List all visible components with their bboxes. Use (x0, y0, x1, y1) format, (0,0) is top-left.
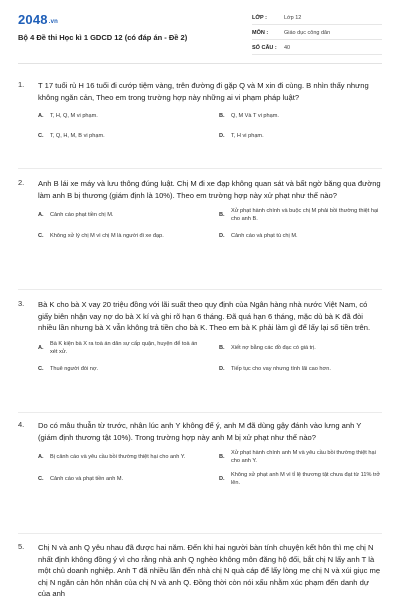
option-letter: C. (38, 133, 44, 139)
option-letter: D. (219, 233, 225, 239)
option-letter: C. (38, 233, 44, 239)
exam-header (0, 0, 400, 62)
question-text: Do có mâu thuẫn từ trước, nhân lúc anh Y không để ý, anh M đã dùng gậy đánh vào lưng anh Y (giám định thương tật 10%). Trong trường hợp này anh M bị xử phạt như thế nào? (38, 421, 362, 442)
question-text: Chị N và anh Q yêu nhau đã được hai năm. Đến khi hai người bàn tính chuyện kết hôn thì mẹ chị N nhất định không đồng ý vì cho rằng nhà anh Q nghèo không môn đăng hộ đối, bắt chị N lấy anh T là một chủ doanh nghiệp. Anh T đã nhiều lần đến nhà chị N quà cáp để lấy lòng mẹ chị N và xúi giục mẹ chị N ngăn cản hôn nhân của chị N và anh Q. Đồng thời còn nói xấu nhằm xúc phạm đến danh dự của anh (38, 543, 381, 598)
option-letter: B. (219, 113, 225, 119)
question-5 (18, 542, 382, 600)
option-text: Cảnh cáo và phạt tù chị M. (231, 233, 298, 239)
option-b[interactable] (219, 207, 382, 223)
question-number: 5. (18, 542, 25, 551)
question-separator (18, 412, 382, 413)
option-letter: A. (38, 212, 44, 218)
option-letter: D. (219, 133, 225, 139)
option-letter: B. (219, 212, 225, 218)
option-letter: A. (38, 113, 44, 119)
option-c[interactable] (38, 229, 201, 243)
meta-value: 40 (284, 45, 291, 51)
question-1 (18, 80, 382, 143)
option-text: Cảnh cáo phạt tiền chị M. (50, 212, 114, 218)
question-number: 3. (18, 299, 25, 308)
option-text: Thuê người đòi nợ. (50, 365, 99, 372)
option-letter: D. (219, 365, 225, 372)
question-separator (18, 289, 382, 290)
logo-suffix: .vn (48, 19, 59, 25)
option-c[interactable] (38, 362, 201, 376)
option-letter: A. (38, 454, 44, 460)
question-text: Anh B lái xe máy và lưu thông đúng luật. Chị M đi xe đạp không quan sát và bất ngờ băng qua đường làm anh B bị thương (giám định là 10%). Theo em trường hợp này xử phạt như thế nào? (38, 179, 381, 200)
option-text: Cảnh cáo và phạt tiền anh M. (50, 476, 124, 482)
option-a[interactable] (38, 340, 201, 356)
question-4 (18, 420, 382, 487)
question-separator (18, 168, 382, 169)
options (38, 340, 382, 376)
option-text: Bà K kiện bà X ra toà án dân sự cấp quận, huyện để toà án xét xử. (50, 340, 198, 355)
option-letter: C. (38, 476, 44, 482)
option-letter: A. (38, 344, 44, 351)
meta-label: LỚP : (252, 15, 267, 21)
meta-value: Giáo dục công dân (284, 30, 331, 36)
option-letter: C. (38, 365, 44, 372)
option-text: Xử phạt hành chính anh M và yêu cầu bồi thường thiệt hại cho anh Y. (231, 450, 376, 464)
options (38, 109, 382, 143)
option-letter: D. (219, 476, 225, 482)
meta-label: SỐ CÂU : (252, 45, 277, 51)
option-a[interactable] (38, 449, 201, 465)
option-b[interactable] (219, 109, 382, 123)
option-text: Bị cảnh cáo và yêu cầu bồi thường thiệt hại cho anh Y. (50, 454, 186, 460)
option-a[interactable] (38, 207, 201, 223)
question-number: 2. (18, 178, 25, 187)
option-d[interactable] (219, 229, 382, 243)
option-text: Q, M Và T vi phạm. (231, 113, 279, 119)
options (38, 449, 382, 487)
meta-row-question-count (252, 42, 382, 55)
question-separator (18, 533, 382, 534)
meta-row-class (252, 12, 382, 25)
meta-row-subject (252, 27, 382, 40)
exam-title: Bộ 4 Đề thi Học kì 1 GDCD 12 (có đáp án - Đề 2) (18, 33, 188, 42)
option-letter: B. (219, 454, 225, 460)
option-text: Không xử lý chị M vì chị M là người đi xe đạp. (50, 233, 164, 239)
option-b[interactable] (219, 340, 382, 356)
option-d[interactable] (219, 362, 382, 376)
site-logo[interactable] (18, 12, 58, 27)
option-c[interactable] (38, 471, 201, 487)
question-number: 1. (18, 80, 25, 89)
logo-text: 2048 (18, 12, 48, 27)
question-3 (18, 299, 382, 376)
option-d[interactable] (219, 471, 382, 487)
option-a[interactable] (38, 109, 201, 123)
option-letter: B. (219, 344, 225, 351)
option-text: Xiết nợ bằng các đồ đạc có giá trị. (231, 344, 316, 351)
option-text: Không xử phạt anh M vì tỉ lệ thương tật chưa đạt từ 11% trở lên. (231, 472, 381, 486)
question-text: Bà K cho bà X vay 20 triệu đồng với lãi suất theo quy định của Ngân hàng nhà nước Việt Nam, có giấy biên nhận vay nợ do bà X kí và ghi rõ hạn 6 tháng. Đã quá hạn 6 tháng, mặc dù bà K đã đòi nhiều lần nhưng bà X vẫn không trả tiền cho bà K. Theo em bà K phải làm gì để lấy lại số tiền trên. (38, 300, 371, 332)
header-divider (18, 63, 382, 64)
exam-meta (252, 12, 382, 57)
question-number: 4. (18, 420, 25, 429)
option-b[interactable] (219, 449, 382, 465)
meta-value: Lớp 12 (284, 15, 302, 21)
option-text: T, H vi phạm. (231, 133, 264, 139)
option-text: Tiếp tục cho vay nhưng tính lãi cao hơn. (231, 365, 331, 372)
meta-label: MÔN : (252, 30, 269, 36)
option-text: T, Q, H, M, B vi phạm. (50, 133, 105, 139)
option-c[interactable] (38, 129, 201, 143)
question-text: T 17 tuổi rủ H 16 tuổi đi cướp tiệm vàng, trên đường đi gặp Q và M xin đi cùng. B nhìn thấy nhưng không ngăn cản, Theo em trong trường hợp này những ai vi phạm pháp luật? (38, 81, 369, 102)
option-text: Xử phạt hành chính và buộc chị M phải bồi thường thiệt hại cho anh B. (231, 208, 379, 222)
question-2 (18, 178, 382, 243)
option-text: T, H, Q, M vi phạm. (50, 113, 98, 119)
options (38, 207, 382, 243)
option-d[interactable] (219, 129, 382, 143)
